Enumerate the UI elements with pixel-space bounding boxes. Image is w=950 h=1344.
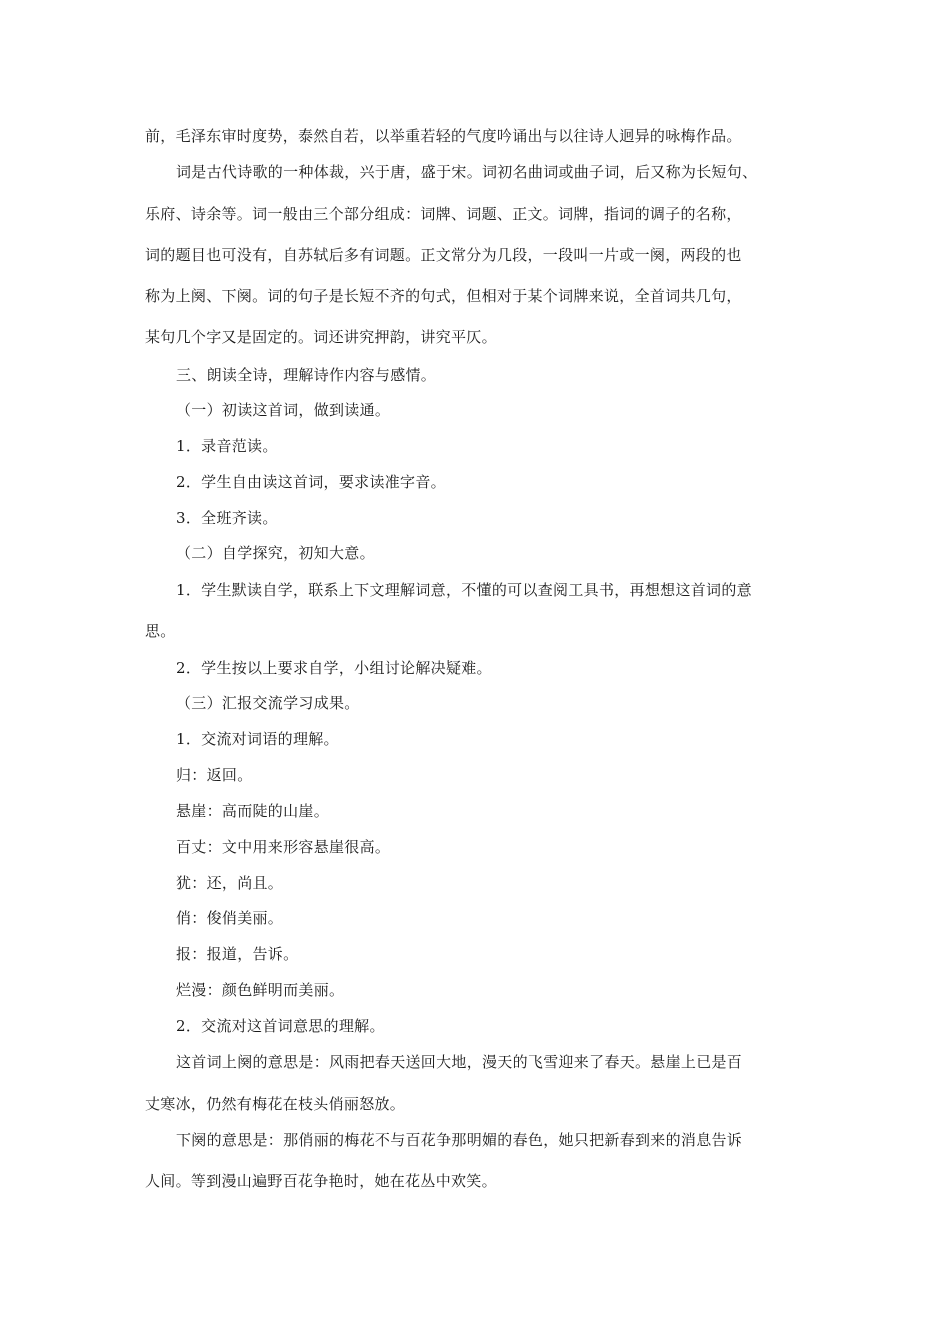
paragraph-line: 前，毛泽东审时度势，泰然自若，以举重若轻的气度吟诵出与以往诗人迥异的咏梅作品。 — [145, 127, 742, 145]
paragraph-line: 称为上阕、下阕。词的句子是长短不齐的句式，但相对于某个词牌来说，全首词共几句， — [145, 287, 742, 305]
list-item: 3．全班齐读。 — [176, 509, 278, 527]
definition-item: 百丈：文中用来形容悬崖很高。 — [176, 838, 391, 856]
paragraph-line: 某句几个字又是固定的。词还讲究押韵，讲究平仄。 — [145, 328, 497, 346]
definition-item: 俏：俊俏美丽。 — [176, 909, 284, 927]
definition-item: 悬崖：高而陡的山崖。 — [176, 802, 330, 820]
paragraph-line: 乐府、诗余等。词一般由三个部分组成：词牌、词题、正文。词牌，指词的调子的名称， — [145, 205, 742, 223]
paragraph-line: 词的题目也可没有，自苏轼后多有词题。正文常分为几段，一段叫一片或一阕，两段的也 — [145, 246, 742, 264]
paragraph-line: 这首词上阕的意思是：风雨把春天送回大地，漫天的飞雪迎来了春天。悬崖上已是百 — [176, 1053, 743, 1071]
paragraph-line: 下阕的意思是：那俏丽的梅花不与百花争那明媚的春色，她只把新春到来的消息告诉 — [176, 1131, 743, 1149]
definition-item: 报：报道，告诉。 — [176, 945, 299, 963]
subsection-heading: （一）初读这首词，做到读通。 — [176, 401, 391, 419]
definition-item: 犹：还，尚且。 — [176, 874, 284, 892]
list-item: 1．交流对词语的理解。 — [176, 730, 339, 748]
list-item: 2．学生自由读这首词，要求读准字音。 — [176, 473, 446, 491]
list-item: 2．交流对这首词意思的理解。 — [176, 1017, 385, 1035]
definition-item: 烂漫：颜色鲜明而美丽。 — [176, 981, 345, 999]
subsection-heading: （二）自学探究，初知大意。 — [176, 544, 375, 562]
definition-item: 归：返回。 — [176, 766, 253, 784]
paragraph-line: 词是古代诗歌的一种体裁，兴于唐，盛于宋。词初名曲词或曲子词，后又称为长短句、 — [176, 163, 758, 181]
section-heading: 三、朗读全诗，理解诗作内容与感情。 — [176, 366, 437, 384]
paragraph-line: 人间。等到漫山遍野百花争艳时，她在花丛中欢笑。 — [145, 1172, 497, 1190]
paragraph-line: 思。 — [145, 622, 176, 640]
list-item: 1．录音范读。 — [176, 437, 278, 455]
list-item: 1．学生默读自学，联系上下文理解词意，不懂的可以查阅工具书，再想想这首词的意 — [176, 581, 752, 599]
paragraph-line: 丈寒冰，仍然有梅花在枝头俏丽怒放。 — [145, 1095, 406, 1113]
list-item: 2．学生按以上要求自学，小组讨论解决疑难。 — [176, 659, 492, 677]
subsection-heading: （三）汇报交流学习成果。 — [176, 694, 360, 712]
